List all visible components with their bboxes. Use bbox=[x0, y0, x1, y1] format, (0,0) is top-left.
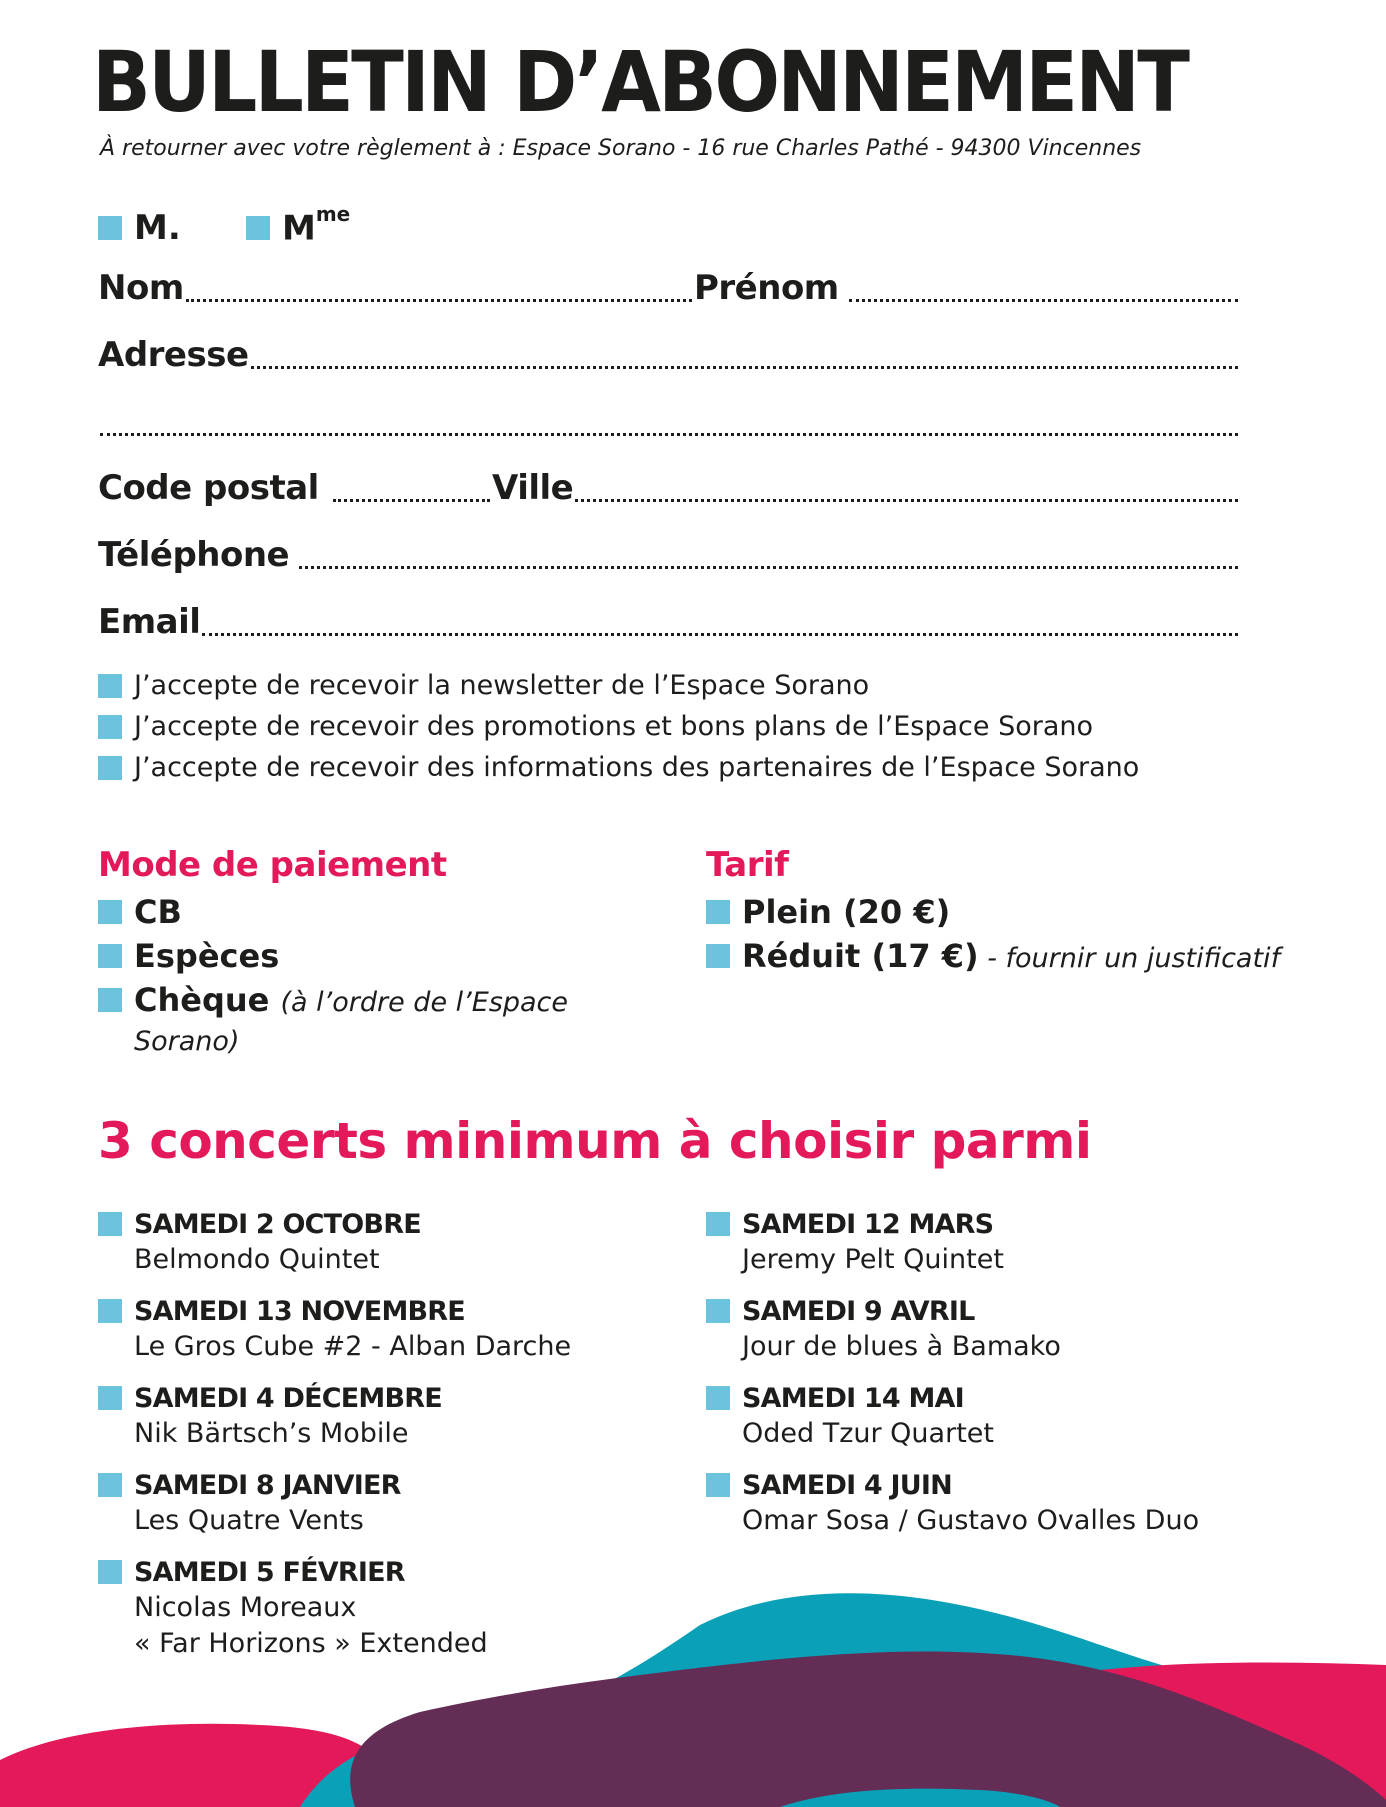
email-input-line[interactable] bbox=[202, 633, 1238, 636]
checkbox-concert[interactable] bbox=[98, 1560, 122, 1584]
field-code-postal[interactable] bbox=[98, 468, 492, 512]
tarif-plein-label: Plein (20 €) bbox=[742, 893, 951, 931]
civility-mrs-label: $M^{me}$ bbox=[282, 202, 351, 249]
email-label: Email bbox=[98, 602, 201, 642]
consent-newsletter-label: J’accepte de recevoir la newsletter de l’Espace Sorano bbox=[134, 670, 870, 701]
checkbox-plein[interactable] bbox=[706, 900, 730, 924]
checkbox-concert[interactable] bbox=[98, 1212, 122, 1236]
payment-cb[interactable] bbox=[98, 894, 182, 930]
concert-name: Omar Sosa / Gustavo Ovalles Duo bbox=[742, 1505, 1200, 1536]
consent-promotions[interactable] bbox=[98, 711, 1093, 742]
payment-especes[interactable] bbox=[98, 938, 279, 974]
checkbox-consent-partners[interactable] bbox=[98, 756, 122, 780]
consent-partners-label: J’accepte de recevoir des informations des partenaires de l’Espace Sorano bbox=[134, 752, 1140, 783]
field-ville[interactable] bbox=[492, 468, 1240, 512]
concert-date: SAMEDI 4 DÉCEMBRE bbox=[134, 1383, 442, 1414]
concert-date: SAMEDI 5 FÉVRIER bbox=[134, 1557, 405, 1588]
checkbox-consent-promotions[interactable] bbox=[98, 715, 122, 739]
concert-date: SAMEDI 8 JANVIER bbox=[134, 1470, 401, 1501]
concert-date: SAMEDI 14 MAI bbox=[742, 1383, 964, 1414]
prenom-label: Prénom bbox=[694, 268, 839, 308]
field-email[interactable] bbox=[98, 602, 1240, 646]
ville-input-line[interactable] bbox=[575, 499, 1238, 502]
concert-date: SAMEDI 2 OCTOBRE bbox=[134, 1209, 421, 1240]
concert-name-line2: « Far Horizons » Extended bbox=[134, 1628, 488, 1659]
field-adresse-line2[interactable] bbox=[98, 402, 1240, 446]
payment-cb-label: CB bbox=[134, 893, 182, 931]
concerts-heading: 3 concerts minimum à choisir parmi bbox=[98, 1112, 1092, 1170]
consent-newsletter[interactable] bbox=[98, 670, 869, 701]
payment-cheque-label: Chèque (à l’ordre de l’Espace Sorano) bbox=[134, 981, 568, 1057]
concert-date: SAMEDI 12 MARS bbox=[742, 1209, 994, 1240]
concert-item[interactable] bbox=[706, 1295, 1061, 1365]
payment-cheque[interactable] bbox=[98, 982, 568, 1060]
concert-date: SAMEDI 4 JUIN bbox=[742, 1470, 952, 1501]
field-prenom[interactable] bbox=[694, 268, 1240, 312]
checkbox-especes[interactable] bbox=[98, 944, 122, 968]
civility-mr[interactable] bbox=[98, 208, 181, 248]
adresse-label: Adresse bbox=[98, 335, 249, 375]
concert-item[interactable] bbox=[98, 1382, 442, 1452]
checkbox-mr[interactable] bbox=[98, 216, 122, 240]
checkbox-cheque[interactable] bbox=[98, 988, 122, 1012]
tarif-reduit[interactable] bbox=[706, 938, 1280, 977]
prenom-input-line[interactable] bbox=[849, 299, 1238, 302]
concert-date: SAMEDI 9 AVRIL bbox=[742, 1296, 975, 1327]
concert-item[interactable] bbox=[706, 1469, 1199, 1539]
checkbox-concert[interactable] bbox=[706, 1299, 730, 1323]
checkbox-concert[interactable] bbox=[98, 1299, 122, 1323]
telephone-input-line[interactable] bbox=[299, 566, 1238, 569]
nom-label: Nom bbox=[98, 268, 184, 308]
adresse-input-line-2[interactable] bbox=[100, 433, 1238, 436]
return-address: À retourner avec votre règlement à : Espace Sorano - 16 rue Charles Pathé - 94300 Vincennes bbox=[100, 136, 1142, 161]
checkbox-reduit[interactable] bbox=[706, 944, 730, 968]
checkbox-cb[interactable] bbox=[98, 900, 122, 924]
checkbox-concert[interactable] bbox=[706, 1212, 730, 1236]
concert-item[interactable] bbox=[706, 1382, 994, 1452]
field-telephone[interactable] bbox=[98, 535, 1240, 579]
civility-mr-label: M. bbox=[134, 208, 181, 248]
concert-name: Les Quatre Vents bbox=[134, 1505, 364, 1536]
concert-item[interactable] bbox=[98, 1208, 421, 1278]
concert-item[interactable] bbox=[98, 1469, 401, 1539]
concert-item[interactable] bbox=[98, 1295, 571, 1365]
form-title: BULLETIN D’ABONNEMENT bbox=[92, 33, 1188, 131]
field-adresse[interactable] bbox=[98, 335, 1240, 379]
concert-name: Oded Tzur Quartet bbox=[742, 1418, 994, 1449]
concert-name: Jeremy Pelt Quintet bbox=[742, 1244, 1004, 1275]
concert-item[interactable] bbox=[706, 1208, 1004, 1278]
concert-name: Le Gros Cube #2 - Alban Darche bbox=[134, 1331, 572, 1362]
checkbox-mrs[interactable] bbox=[246, 216, 270, 240]
checkbox-concert[interactable] bbox=[98, 1473, 122, 1497]
concert-item[interactable] bbox=[98, 1556, 488, 1662]
adresse-input-line[interactable] bbox=[251, 366, 1238, 369]
code-postal-label: Code postal bbox=[98, 468, 319, 508]
code-postal-input-line[interactable] bbox=[333, 499, 490, 502]
checkbox-consent-newsletter[interactable] bbox=[98, 674, 122, 698]
concert-date: SAMEDI 13 NOVEMBRE bbox=[134, 1296, 465, 1327]
tarif-plein[interactable] bbox=[706, 894, 950, 930]
payment-heading: Mode de paiement bbox=[98, 845, 447, 885]
concert-name: Nik Bärtsch’s Mobile bbox=[134, 1418, 409, 1449]
telephone-label: Téléphone bbox=[98, 535, 290, 575]
tarif-reduit-label: Réduit (17 €) - fournir un justificatif bbox=[742, 937, 1281, 975]
civility-mrs[interactable] bbox=[246, 202, 351, 249]
consent-promotions-label: J’accepte de recevoir des promotions et bons plans de l’Espace Sorano bbox=[134, 711, 1094, 742]
nom-input-line[interactable] bbox=[186, 299, 692, 302]
tarif-heading: Tarif bbox=[706, 845, 789, 885]
checkbox-concert[interactable] bbox=[98, 1386, 122, 1410]
checkbox-concert[interactable] bbox=[706, 1386, 730, 1410]
consent-partners[interactable] bbox=[98, 752, 1139, 783]
concert-name: Belmondo Quintet bbox=[134, 1244, 380, 1275]
checkbox-concert[interactable] bbox=[706, 1473, 730, 1497]
field-nom[interactable] bbox=[98, 268, 694, 312]
concert-name: Nicolas Moreaux bbox=[134, 1592, 357, 1623]
payment-especes-label: Espèces bbox=[134, 937, 280, 975]
concert-name: Jour de blues à Bamako bbox=[742, 1331, 1061, 1362]
ville-label: Ville bbox=[492, 468, 574, 508]
